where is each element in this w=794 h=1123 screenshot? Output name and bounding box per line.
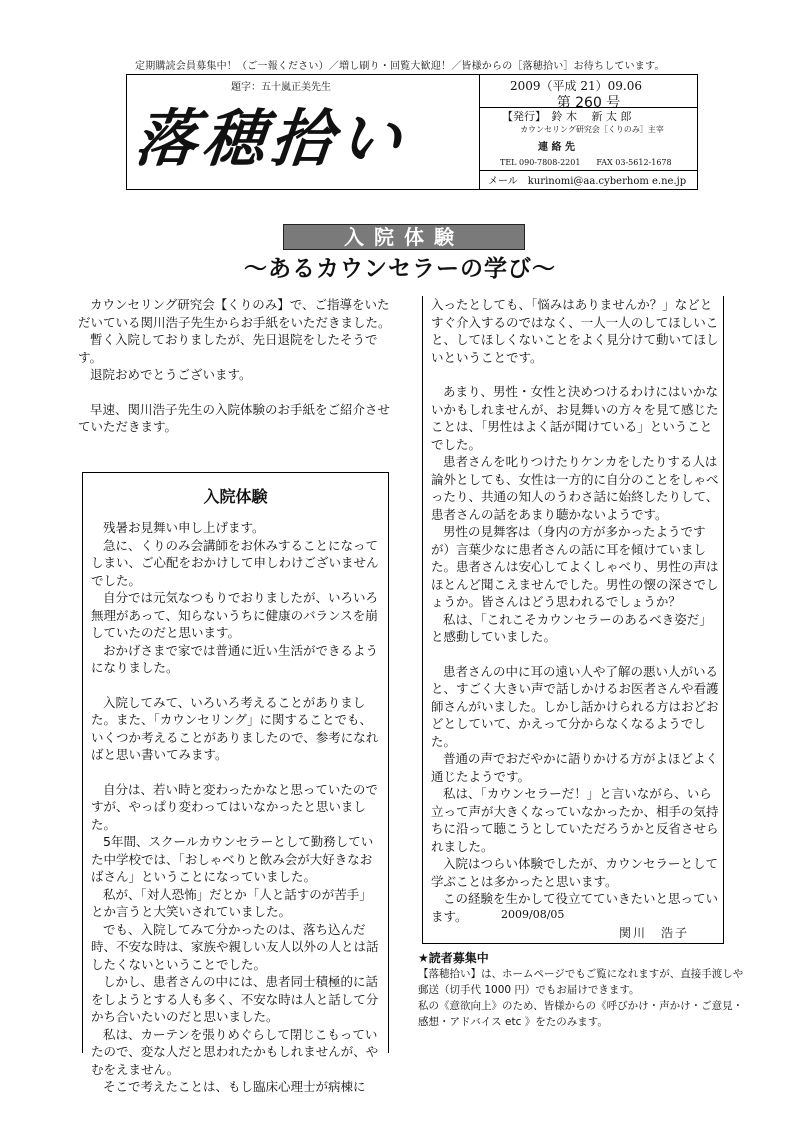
letter-paragraph: 自分では元気なつもりでおりましたが、いろいろ無理があって、知らないうちに健康のバランスを崩していたのだと思います。 <box>91 590 379 640</box>
phone-fax: TEL 090-7808-2201 FAX 03-5612-1678 <box>500 158 672 167</box>
contact-label: 連 絡 先 <box>538 142 575 153</box>
letter-paragraph: 入院してみて、いろいろ考えることがありました。また、「カウンセリング」に関することでも、いくつか考えることがありましたので、参考になればと思い書いてみます。 <box>91 694 379 762</box>
letter-paragraph: 患者さんの中に耳の遠い人や了解の悪い人がいると、すごく大きい声で話しかけるお医者さんや看護師さんがいました。しかし話かけられる方はおどおどとしていて、かえって分からなくなるようでした。 <box>431 663 719 749</box>
paragraph-gap <box>91 764 381 781</box>
issue-info-box <box>479 75 697 189</box>
letter-paragraph: おかげさまで家では普通に近い生活ができるようになりました。 <box>91 642 379 675</box>
letter-paragraph: でも、入院してみて分かったのは、落ち込んだ時、不安な時は、家族や親しい友人以外の人とは話したくないということでした。 <box>91 921 379 972</box>
letter-paragraph: 男性の見舞客は（身内の方が多かったようですが）言葉少なに患者さんの話に耳を傾けていました。患者さんは安心してよくしゃべり、男性の声はほとんど聞こえませんでした。男性の懐の深さでしょうか。皆さんはどう思われるでしょうか？ <box>431 524 719 609</box>
masthead <box>126 74 698 190</box>
letter-paragraph: そこで考えたことは、もし臨床心理士が病棟に <box>103 1079 366 1094</box>
article-subheadline: ～あるカウンセラーの学び～ <box>244 256 556 282</box>
letter-paragraph: 残暑お見舞い申し上げます。 <box>103 520 265 535</box>
paragraph-gap <box>431 366 719 383</box>
signature-name: 関川 浩子 <box>619 926 690 940</box>
letter-paragraph: しかし、患者さんの中には、患者同士積極的に話をしようとする人も多く、不安な時は人と話して分かち合いたいのだと思いました。 <box>91 974 379 1024</box>
letter-paragraph: 私が、「対人恐怖」だとか「人と話すのが苦手」とか言うと大笑いされていました。 <box>91 886 372 919</box>
intro-paragraph: カウンセリング研究会【くりのみ】で、ご指導をいただいている関川浩子先生からお手紙をいただきました。 <box>78 297 391 330</box>
paragraph-gap <box>78 384 396 401</box>
letter-paragraph: 自分は、若い時と変わったかなと思っていたのですが、やっぱり変わってはいなかったと思いました。 <box>91 781 378 832</box>
letter-body <box>91 519 381 1096</box>
reader-recruitment-text: 【落穂拾い】は、ホームページでもご覧になれますが、直接手渡しや郵送（切手代 1000 円）でもお届けできます。 <box>418 968 744 996</box>
letter-paragraph: 普通の声でおだやかに語りかける方がよほどよく通じたようです。 <box>431 751 719 784</box>
letter-paragraph: 私は、「カウンセラーだ！」と言いながら、いら立って声が大きくなっていなかったか、相手の気持ちに沿って聴こうとしていただろうかと反省させられました。 <box>431 786 719 854</box>
paragraph-gap <box>431 646 719 663</box>
email-address: メール kurinomi@aa.cyberhom e.ne.jp <box>488 176 687 187</box>
signature-date: 2009/08/05 <box>501 908 565 921</box>
letter-paragraph: あまり、男性・女性と決めつけるわけにはいかないかもしれませんが、お見舞いの方々を見て感じたことは、「男性はよく話が聞けている」ということでした。 <box>431 384 719 452</box>
issue-date: 2009（平成 21）09.06 <box>510 79 642 93</box>
intro-section <box>78 296 396 436</box>
letter-paragraph: 患者さんを叱りつけたりケンカをしたりする人は論外としても、女性は一方的に自分のことをしゃべったり、共通の知人のうわさ話に始終したりして、患者さんの話をあまり聴かないようです。 <box>431 454 719 522</box>
organization: カウンセリング研究会［くりのみ］主宰 <box>520 125 664 134</box>
article-headline: 入院体験 <box>283 224 525 250</box>
letter-title: 入院体験 <box>203 487 268 506</box>
contact-divider <box>480 170 697 171</box>
letter-paragraph: 入ったとしても、「悩みはありませんか？」などとすぐ介入するのではなく、一人一人のしてほしいこと、してほしくないことをよく見分けて動いてほしいということです。 <box>431 297 719 365</box>
letter-paragraph: 私は、「これこそカウンセラーのあるべき姿だ」と感動していました。 <box>431 611 712 644</box>
reader-recruitment <box>418 950 748 1030</box>
reader-recruitment-text: 私の《意欲向上》のため、皆様からの《呼びかけ・声かけ・ご意見・感想・アドバイス etc 》をたのみます。 <box>418 1000 744 1028</box>
title-calligraphy-credit: 題字：五十嵐正美先生 <box>231 82 331 93</box>
reader-recruitment-title: ★読者募集中 <box>418 951 489 965</box>
letter-paragraph: 5年間、スクールカウンセラーとして勤務していた中学校では、「おしゃべりと飲み会が大好きなおばさん」ということになっていました。 <box>91 834 374 884</box>
intro-paragraph: 暫く入院しておりましたが、先日退院をしたそうです。 <box>78 332 378 365</box>
intro-paragraph: 早速、関川浩子先生の入院体験のお手紙をご紹介させていただきます。 <box>78 401 391 434</box>
letter-continuation-box <box>422 296 724 944</box>
letter-paragraph: 私は、カーテンを張りめぐらして閉じこもっていたので、変な人だと思われたかもしれませんが、やむをえません。 <box>91 1026 379 1077</box>
letter-paragraph: 急に、くりのみ会講師をお休みすることになってしまい、ご心配をおかけして申しわけございませんでした。 <box>91 537 379 588</box>
masthead-title-area <box>127 75 479 189</box>
subscription-notice: 定期購読会員募集中！（ご一報ください）／増し刷り・回覧大歓迎！／皆様からの［落穂拾い］お待ちしています。 <box>135 61 665 72</box>
intro-paragraph: 退院おめでとうございます。 <box>90 367 252 382</box>
issue-number: 第 260 号 <box>556 95 621 111</box>
letter-box <box>82 472 389 1094</box>
publisher: 【発行】 鈴 木 新 太 郎 <box>502 110 632 123</box>
letter-paragraph: この経験を生かして役立てていきたいと思っています。 <box>431 891 719 924</box>
letter-paragraph: 入院はつらい体験でしたが、カウンセラーとして学ぶことは多かったと思います。 <box>431 856 719 889</box>
paragraph-gap <box>91 677 381 694</box>
newsletter-title: 落穂拾い <box>131 102 411 175</box>
letter-continuation-body <box>431 296 719 925</box>
